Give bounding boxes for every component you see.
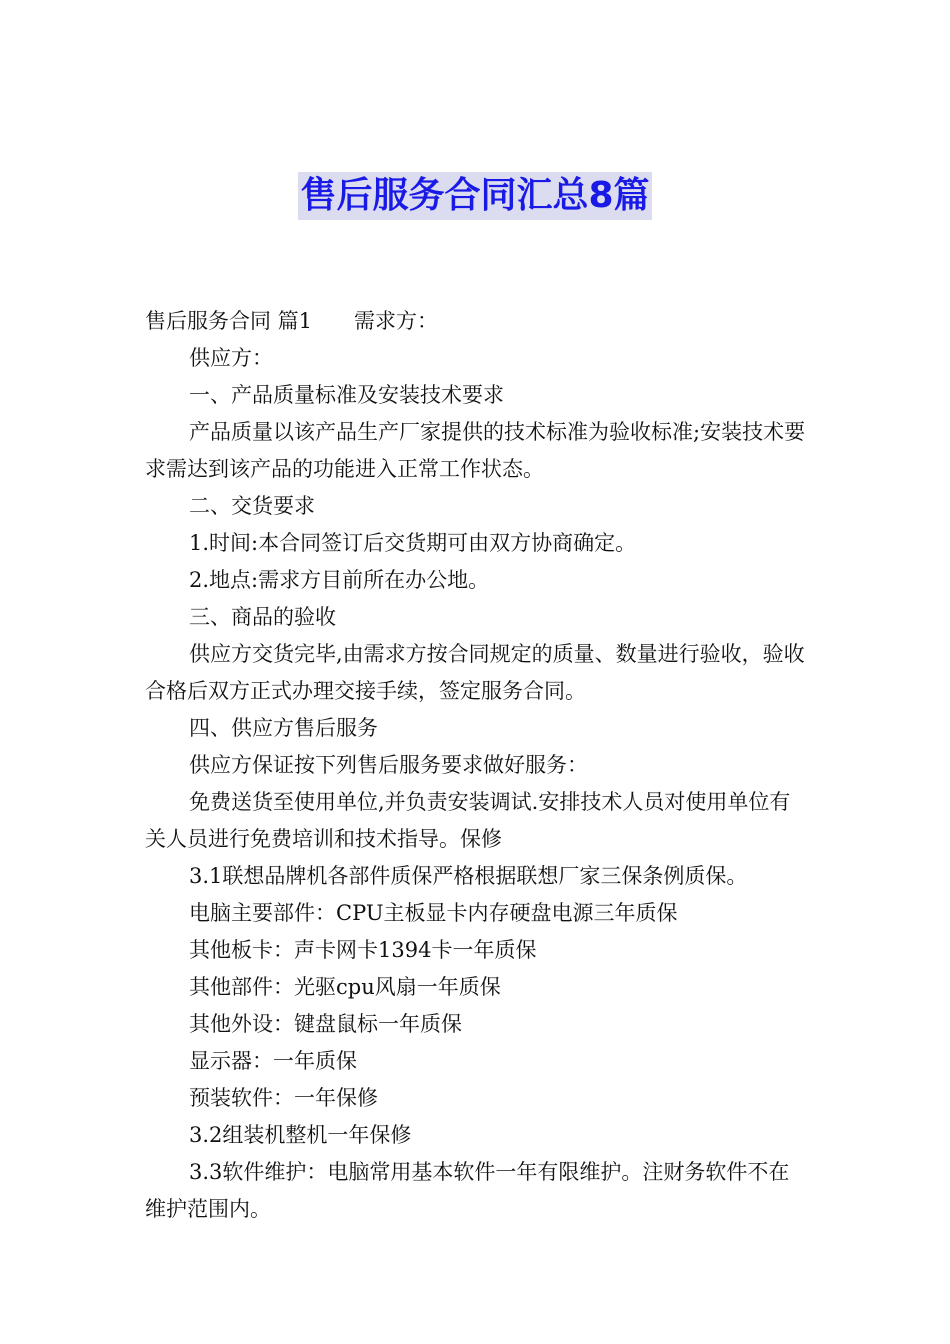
- demand-party-label: 需求方：: [354, 309, 439, 333]
- paragraph: 免费送货至使用单位,并负责安装调试.安排技术人员对使用单位有关人员进行免费培训和技术指导。保修: [145, 790, 791, 851]
- paragraph: 供应方：: [189, 346, 273, 370]
- paragraph: 预装软件：一年保修: [189, 1086, 378, 1110]
- paragraph: 3.1联想品牌机各部件质保严格根据联想厂家三保条例质保。: [189, 864, 748, 888]
- paragraph: 供应方保证按下列售后服务要求做好服务：: [189, 753, 588, 777]
- document-title-container: [0, 172, 950, 220]
- paragraph: 3.2组装机整机一年保修: [189, 1123, 412, 1147]
- intro-line: [145, 303, 810, 340]
- paragraph: 三、商品的验收: [189, 605, 336, 629]
- paragraph: 其他外设：键盘鼠标一年质保: [189, 1012, 462, 1036]
- section-label: 售后服务合同 篇1: [145, 309, 313, 333]
- paragraph: 供应方交货完毕,由需求方按合同规定的质量、数量进行验收，验收合格后双方正式办理交接手续，签定服务合同。: [145, 642, 805, 703]
- paragraph: 电脑主要部件：CPU主板显卡内存硬盘电源三年质保: [189, 901, 678, 925]
- paragraph: 一、产品质量标准及安装技术要求: [189, 383, 504, 407]
- document-title: 售后服务合同汇总8篇: [298, 172, 651, 220]
- paragraph: 其他部件：光驱cpu风扇一年质保: [189, 975, 501, 999]
- paragraph: 其他板卡：声卡网卡1394卡一年质保: [189, 938, 537, 962]
- paragraph: 2.地点:需求方目前所在办公地。: [189, 568, 490, 592]
- paragraph: 3.3软件维护：电脑常用基本软件一年有限维护。注财务软件不在维护范围内。: [145, 1160, 790, 1221]
- paragraph: 产品质量以该产品生产厂家提供的技术标准为验收标准;安装技术要求需达到该产品的功能进入正常工作状态。: [145, 420, 806, 481]
- paragraph: 二、交货要求: [189, 494, 315, 518]
- paragraph: 四、供应方售后服务: [189, 716, 378, 740]
- paragraph: 1.时间:本合同签订后交货期可由双方协商确定。: [189, 531, 637, 555]
- paragraph: 显示器：一年质保: [189, 1049, 357, 1073]
- document-body: [145, 303, 810, 1228]
